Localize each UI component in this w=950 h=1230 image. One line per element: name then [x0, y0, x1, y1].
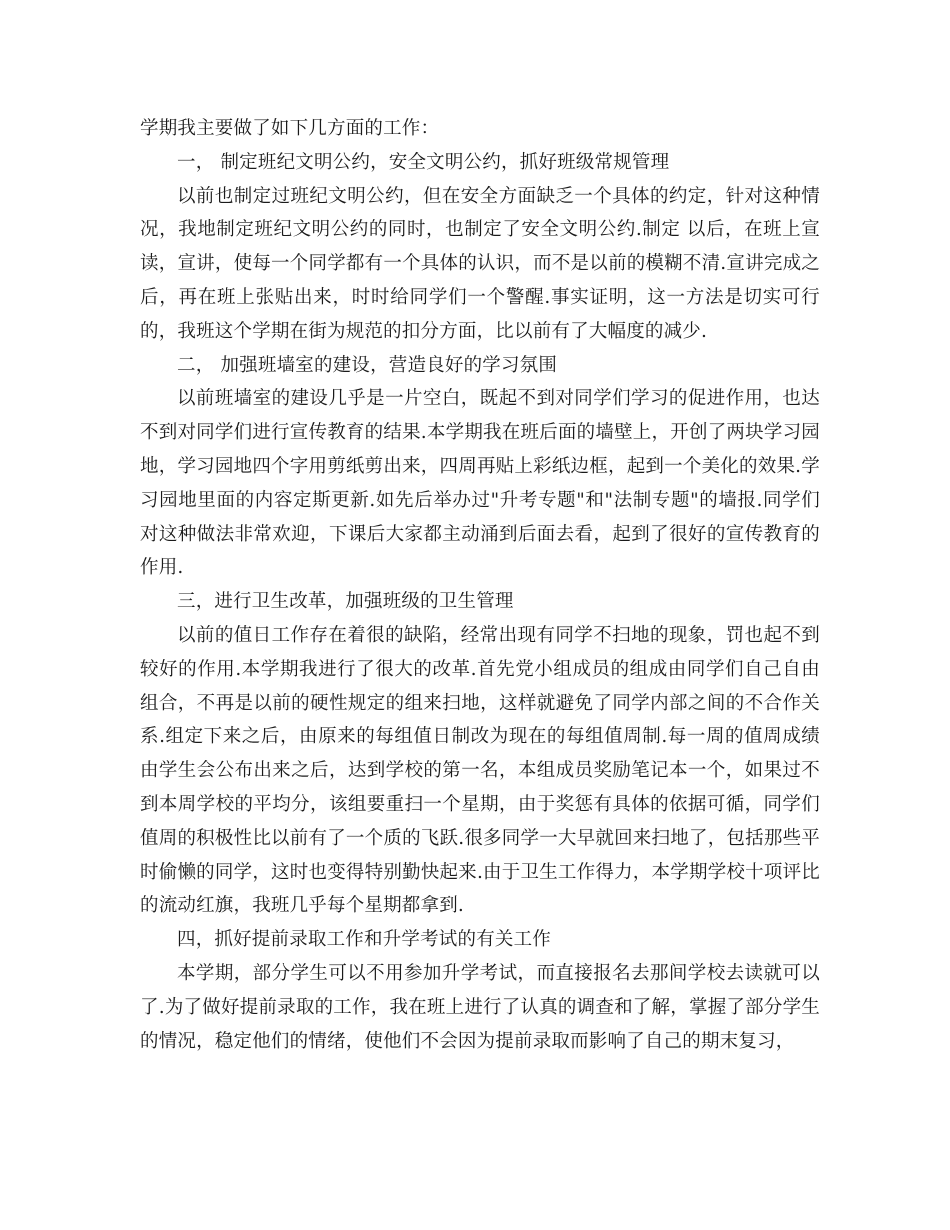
paragraph-section-3: 以前的值日工作存在着很的缺陷，经常出现有同学不扫地的现象，罚也起不到较好的作用.本学期我进行了很大的改革.首先党小组成员的组成由同学们自己自由组合，不再是以前的硬性规定的组来扫地，这样就避免了同学内部之间的不合作关系.组定下来之后，由原来的每组值日制改为现在的每组值周制.每一周的值周成绩由学生会公布出来之后，达到学校的第一名，本组成员奖励笔记本一个，如果过不到本周学校的平均分，该组要重扫一个星期，由于奖惩有具体的依据可循，同学们值周的积极性比以前有了一个质的飞跃.很多同学一大早就回来扫地了，包括那些平时偷懒的同学，这时也变得特别勤快起来.由于卫生工作得力，本学期学校十项评比的流动红旗，我班几乎每个星期都拿到. [140, 624, 820, 917]
paragraph-intro: 学期我主要做了如下几方面的工作： [140, 118, 440, 139]
section-heading-2: 二， 加强班墙室的建设，营造良好的学习氛围 [177, 354, 558, 376]
section-heading-1: 一， 制定班纪文明公约，安全文明公约，抓好班级常规管理 [177, 151, 670, 173]
section-heading-4: 四，抓好提前录取工作和升学考试的有关工作 [177, 929, 552, 951]
paragraph-section-2: 以前班墙室的建设几乎是一片空白，既起不到对同学们学习的促进作用，也达不到对同学们进行宣传教育的结果.本学期我在班后面的墙壁上，开创了两块学习园地，学习园地四个字用剪纸剪出来，四周再贴上彩纸边框，起到一个美化的效果.学习园地里面的内容定斯更新.如先后举办过"升考专题"和"法制专题"的墙报.同学们对这种做法非常欢迎，下课后大家都主动涌到后面去看，起到了很好的宣传教育的作用. [140, 388, 820, 579]
paragraph-section-1: 以前也制定过班纪文明公约，但在安全方面缺乏一个具体的约定，针对这种情况，我地制定班纪文明公约的同时，也制定了安全文明公约.制定 以后，在班上宣读，宣讲，使每一个同学都有一个具体的认识，而不是以前的模糊不清.宣讲完成之后，再在班上张贴出来，时时给同学们一个警醒.事实证明，这一方法是切实可行的，我班这个学期在街为规范的扣分方面，比以前有了大幅度的减少. [140, 185, 820, 342]
document-page [140, 112, 820, 1058]
section-heading-3: 三，进行卫生改革，加强班级的卫生管理 [177, 591, 514, 613]
paragraph-section-4: 本学期，部分学生可以不用参加升学考试，而直接报名去那间学校去读就可以了.为了做好提前录取的工作，我在班上进行了认真的调查和了解，掌握了部分学生的情况，稳定他们的情绪，使他们不会因为提前录取而影响了自己的期末复习， [140, 962, 820, 1052]
